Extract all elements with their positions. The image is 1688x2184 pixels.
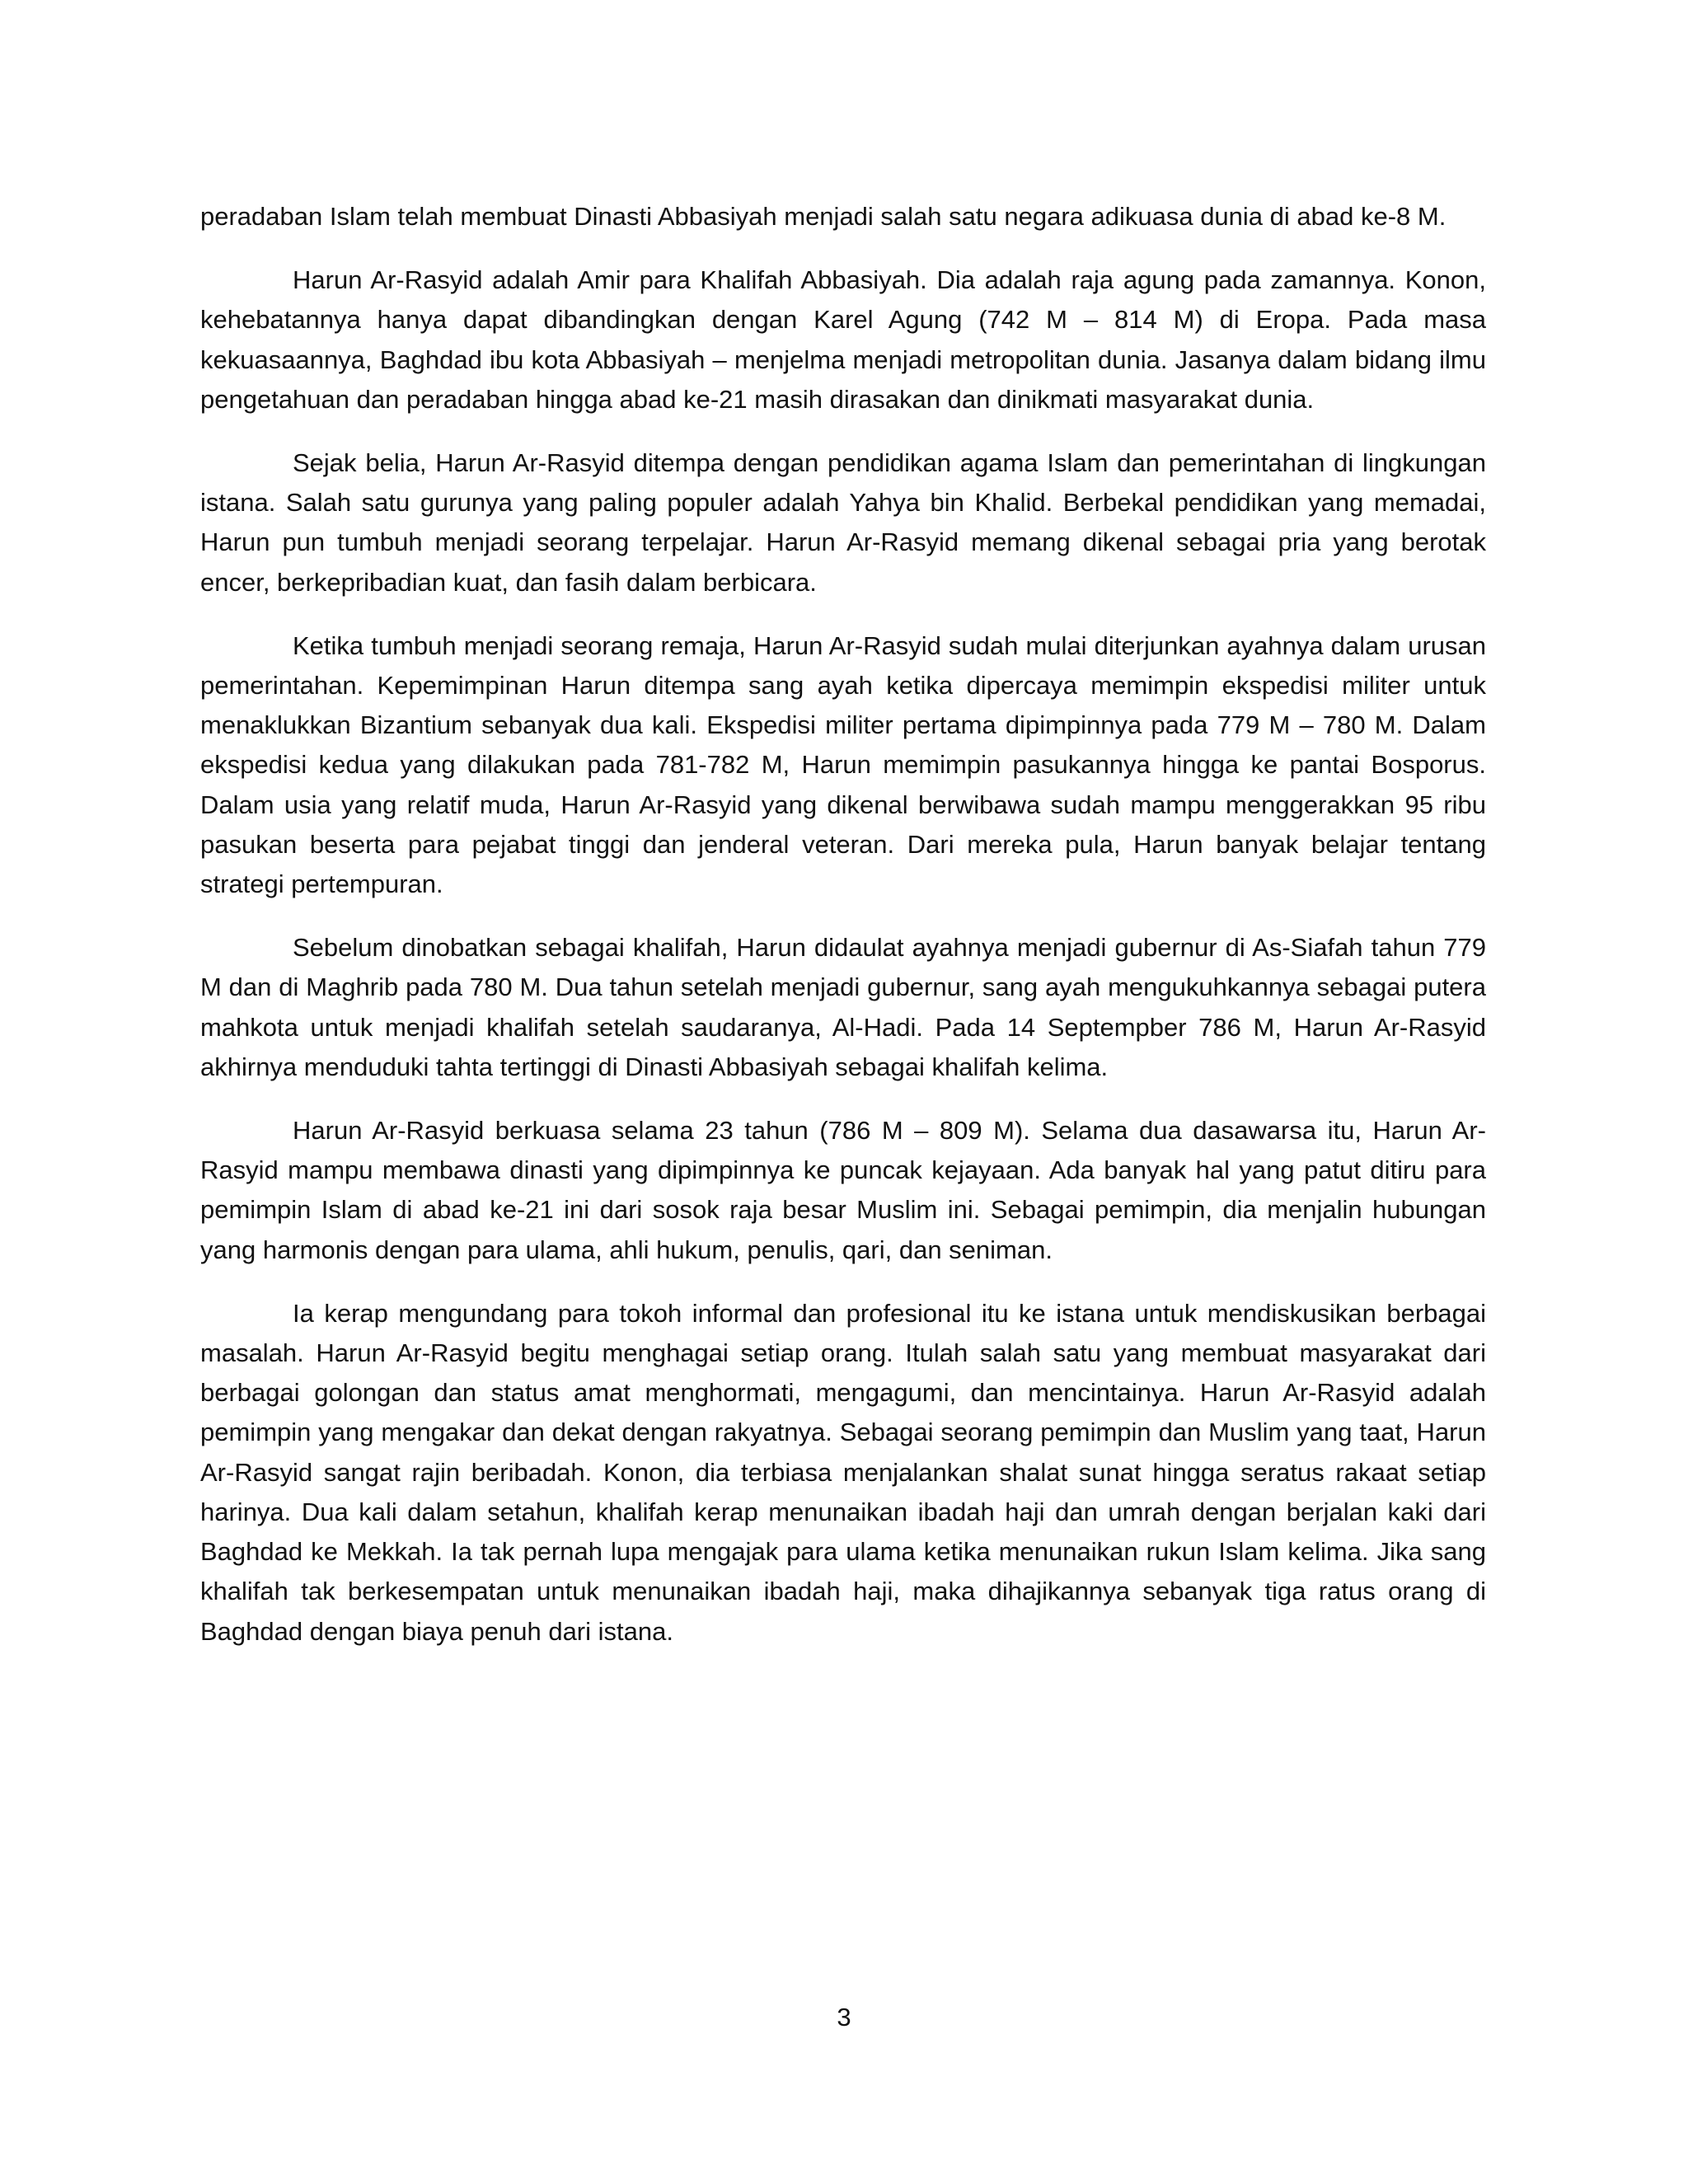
paragraph-gubernur: Sebelum dinobatkan sebagai khalifah, Harun didaulat ayahnya menjadi gubernur di As-Siafah tahun 779 M dan di Maghrib pada 780 M. Dua tahun setelah menjadi gubernur, sang ayah mengukuhkannya sebagai putera mahkota untuk menjadi khalifah setelah saudaranya, Al-Hadi. Pada 14 Septempber 786 M, Harun Ar-Rasyid akhirnya menduduki tahta tertinggi di Dinasti Abbasiyah sebagai khalifah kelima. <box>200 933 1486 1081</box>
paragraph-continuation: peradaban Islam telah membuat Dinasti Abbasiyah menjadi salah satu negara adikuasa dunia di abad ke-8 M. <box>200 202 1447 231</box>
paragraph-remaja: Ketika tumbuh menjadi seorang remaja, Harun Ar-Rasyid sudah mulai diterjunkan ayahnya dalam urusan pemerintahan. Kepemimpinan Harun ditempa sang ayah ketika dipercaya memimpin ekspedisi militer untuk menaklukkan Bizantium sebanyak dua kali. Ekspedisi militer pertama dipimpinnya pada 779 M – 780 M. Dalam ekspedisi kedua yang dilakukan pada 781-782 M, Harun memimpin pasukannya hingga ke pantai Bosporus. Dalam usia yang relatif muda, Harun Ar-Rasyid yang dikenal berwibawa sudah mampu menggerakkan 95 ribu pasukan beserta para pejabat tinggi dan jenderal veteran. Dari mereka pula, Harun banyak belajar tentang strategi pertempuran. <box>200 630 1486 899</box>
paragraph-pendidikan: Sejak belia, Harun Ar-Rasyid ditempa dengan pendidikan agama Islam dan pemerintahan di lingkungan istana. Salah satu gurunya yang paling populer adalah Yahya bin Khalid. Berbekal pendidikan yang memadai, Harun pun tumbuh menjadi seorang terpelajar. Harun Ar-Rasyid memang dikenal sebagai pria yang berotak encer, berkepribadian kuat, dan fasih dalam berbicara. <box>200 448 1486 597</box>
paragraph-berkuasa: Harun Ar-Rasyid berkuasa selama 23 tahun (786 M – 809 M). Selama dua dasawarsa itu, Harun Ar-Rasyid mampu membawa dinasti yang dipimpinnya ke puncak kejayaan. Ada banyak hal yang patut ditiru para pemimpin Islam di abad ke-21 ini dari sosok raja besar Muslim ini. Sebagai pemimpin, dia menjalin hubungan yang harmonis dengan para ulama, ahli hukum, penulis, qari, dan seniman. <box>200 1116 1486 1264</box>
paragraph-ibadah: Ia kerap mengundang para tokoh informal dan profesional itu ke istana untuk mendiskusikan berbagai masalah. Harun Ar-Rasyid begitu menghagai setiap orang. Itulah salah satu yang membuat masyarakat dari berbagai golongan dan status amat menghormati, mengagumi, dan mencintainya. Harun Ar-Rasyid adalah pemimpin yang mengakar dan dekat dengan rakyatnya. Sebagai seorang pemimpin dan Muslim yang taat, Harun Ar-Rasyid sangat rajin beribadah. Konon, dia terbiasa menjalankan shalat sunat hingga seratus rakaat setiap harinya. Dua kali dalam setahun, khalifah kerap menunaikan ibadah haji dan umrah dengan berjalan kaki dari Baghdad ke Mekkah. Ia tak pernah lupa mengajak para ulama ketika menunaikan rukun Islam kelima. Jika sang khalifah tak berkesempatan untuk menunaikan ibadah haji, maka dihajikannya sebanyak tiga ratus orang di Baghdad dengan biaya penuh dari istana. <box>200 1298 1486 1646</box>
paragraph-amir-khalifah: Harun Ar-Rasyid adalah Amir para Khalifah Abbasiyah. Dia adalah raja agung pada zamannya. Konon, kehebatannya hanya dapat dibandingkan dengan Karel Agung (742 M – 814 M) di Eropa. Pada masa kekuasaannya, Baghdad ibu kota Abbasiyah – menjelma menjadi metropolitan dunia. Jasanya dalam bidang ilmu pengetahuan dan peradaban hingga abad ke-21 masih dirasakan dan dinikmati masyarakat dunia. <box>200 265 1486 414</box>
page-number: 3 <box>837 2003 851 2032</box>
body-text <box>200 197 1486 1675</box>
